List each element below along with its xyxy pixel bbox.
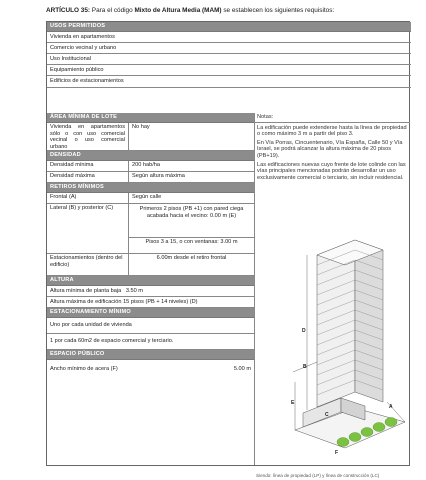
- zone-code: Mixto de Altura Media (MAM): [134, 7, 222, 14]
- notes-label: Notas:: [254, 113, 410, 123]
- label-a: A: [389, 404, 393, 410]
- tree: [373, 423, 385, 432]
- lateral-value-blind-wall: Primeros 2 pisos (PB +1) con pared ciega acabada hacia el vecino: 0.00 m (E): [129, 204, 254, 238]
- retiro-frontal-row: [47, 193, 254, 204]
- label-f: F: [335, 450, 339, 456]
- building-diagram: [255, 222, 410, 462]
- densidad-row: [47, 161, 254, 172]
- acera-value: 5.00 m: [233, 366, 251, 373]
- frontal-label: Frontal (A): [47, 193, 129, 203]
- estacionamiento-row: 1 por cada 60m2 de espacio comercial y terciario.: [47, 334, 254, 350]
- retiros-header: RETIROS MÍNIMOS: [47, 183, 254, 193]
- usos-item: Vivienda en apartamentos: [47, 32, 411, 43]
- retiro-lateral-row: [47, 204, 254, 254]
- tower-side: [355, 240, 383, 402]
- estacionamiento-label: Estacionamientos (dentro del edificio): [47, 254, 129, 275]
- densidad-label: Densidad máxima: [47, 172, 129, 182]
- tree: [349, 433, 361, 442]
- tree: [361, 428, 373, 437]
- altura-row: Altura máxima de edificación 15 pisos (PB + 14 niveles) (D): [47, 297, 254, 308]
- usos-item: Uso Institucional: [47, 54, 411, 65]
- note-paragraph: En Vía Porras, Cincuentenario, Vía España, Calle 50 y Vía Israel, se podrá alcanzar la altura máxima de 20 pisos (PB+19).: [257, 139, 403, 159]
- tree: [385, 418, 397, 427]
- requirements-table: [46, 21, 410, 478]
- label-c: C: [325, 412, 329, 418]
- estacionamiento-header: ESTACIONAMIENTO MÍNIMO: [47, 308, 254, 318]
- notes-panel: [254, 113, 410, 185]
- area-row: [47, 123, 254, 151]
- espacio-row: [47, 360, 254, 379]
- estacionamiento-value: 6.00m desde el retiro frontal: [156, 255, 227, 261]
- densidad-header: DENSIDAD: [47, 151, 254, 161]
- note-paragraph: Las edificaciones nuevas cuyo frente de lote colinde con las vías principales mencionadas podrán desarrollar un uso exclusivamente comercial o terciario, sin incluir residencial.: [257, 161, 406, 181]
- lateral-label: Lateral (B) y posterior (C): [47, 204, 129, 253]
- area-label: Vivienda en apartamentos sólo o con uso comercial vecinal o uso comercial urbano: [47, 123, 129, 150]
- article-title: [46, 6, 416, 15]
- article-label: ARTÍCULO 35:: [46, 7, 91, 14]
- diagram-caption: Siendo: línea de propiedad (LP) y línea de construcción (LC): [256, 473, 380, 478]
- acera-label: Ancho mínimo de acera (F): [50, 366, 118, 373]
- area-value: No hay: [132, 124, 150, 130]
- label-d: D: [302, 328, 306, 334]
- usos-header: USOS PERMITIDOS: [47, 22, 411, 32]
- densidad-value: Según altura máxima: [132, 173, 185, 179]
- altura-row: Altura mínima de planta baja 3.50 m: [47, 286, 254, 297]
- espacio-header: ESPACIO PÚBLICO: [47, 350, 254, 360]
- title-pre: Para el código: [90, 7, 135, 14]
- title-post: se establecen los siguientes requisitos:: [221, 7, 335, 14]
- estacionamiento-row: Uno por cada unidad de vivienda: [47, 318, 254, 334]
- retiro-estacionamiento-row: [47, 254, 254, 276]
- frontal-value: Según calle: [132, 194, 162, 200]
- usos-item: Equipamiento público: [47, 65, 411, 76]
- tower-front: [317, 240, 355, 407]
- densidad-row: [47, 172, 254, 183]
- label-b: B: [303, 364, 307, 370]
- label-e: E: [291, 400, 295, 406]
- notes-body: [254, 123, 410, 186]
- area-header: ÁREA MÍNIMA DE LOTE: [47, 113, 254, 123]
- lateral-value-windows: Pisos 3 a 15, o con ventanas: 3.00 m: [145, 239, 238, 245]
- usos-item: Comercio vecinal y urbano: [47, 43, 411, 54]
- tree: [337, 438, 349, 447]
- densidad-value: 200 hab/ha: [132, 162, 160, 168]
- densidad-label: Densidad mínima: [47, 161, 129, 171]
- altura-header: ALTURA: [47, 276, 254, 286]
- usos-item: Edificios de estacionamientos: [47, 76, 411, 88]
- note-paragraph: La edificación puede extenderse hasta la línea de propiedad o como máximo 3 m a partir del piso 3.: [257, 124, 407, 138]
